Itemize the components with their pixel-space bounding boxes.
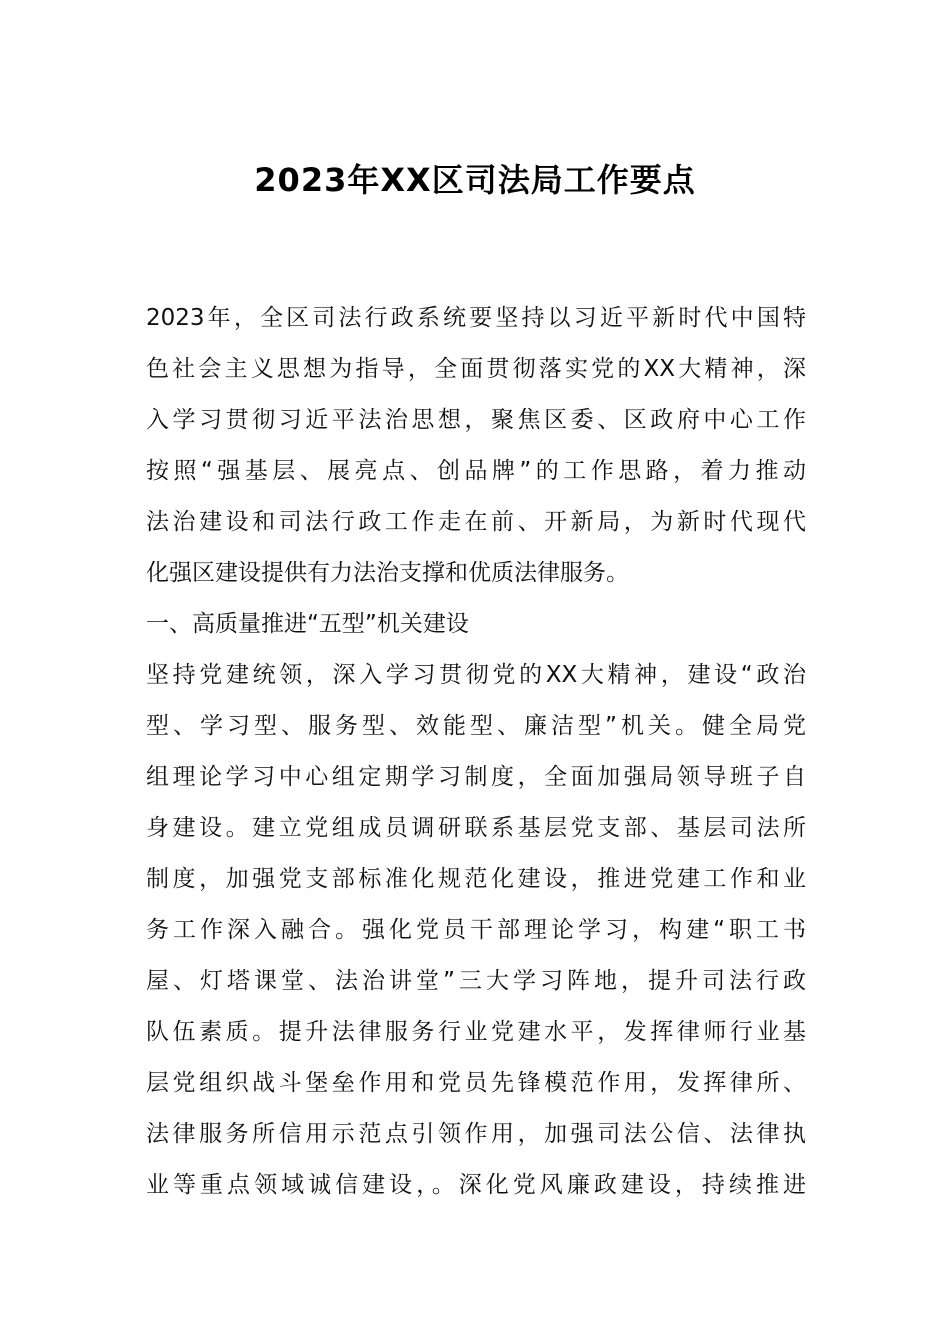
text-line: 制度，加强党支部标准化规范化建设，推进党建工作和业: [146, 866, 806, 892]
text-line: 法律服务所信用示范点引领作用，加强司法公信、法律执: [146, 1121, 806, 1147]
document-title: 2023年XX区司法局工作要点: [254, 161, 696, 199]
text-line: 业等重点领域诚信建设，。深化党风廉政建设，持续推进: [146, 1172, 806, 1198]
text-line: 务工作深入融合。强化党员干部理论学习，构建“职工书: [146, 917, 806, 943]
text-line: 法治建设和司法行政工作走在前、开新局，为新时代现代: [146, 509, 806, 535]
text-line: 屋、灯塔课堂、法治讲堂”三大学习阵地，提升司法行政: [146, 968, 806, 994]
section-heading: 一、高质量推进“五型”机关建设: [146, 611, 469, 637]
text-line: 组理论学习中心组定期学习制度，全面加强局领导班子自: [146, 764, 806, 790]
text-line: 队伍素质。提升法律服务行业党建水平，发挥律师行业基: [146, 1019, 806, 1045]
text-line: 2023年，全区司法行政系统要坚持以习近平新时代中国特: [146, 305, 806, 331]
text-line: 层党组织战斗堡垒作用和党员先锋模范作用，发挥律所、: [146, 1070, 806, 1096]
text-line: 化强区建设提供有力法治支撑和优质法律服务。: [146, 560, 629, 586]
text-line: 入学习贯彻习近平法治思想，聚焦区委、区政府中心工作: [146, 407, 806, 433]
text-line: 按照“强基层、展亮点、创品牌”的工作思路，着力推动: [146, 458, 806, 484]
document-body: [146, 293, 806, 1211]
text-line: 型、学习型、服务型、效能型、廉洁型”机关。健全局党: [146, 713, 806, 739]
text-line: 色社会主义思想为指导，全面贯彻落实党的XX大精神，深: [146, 356, 806, 382]
text-line: 坚持党建统领，深入学习贯彻党的XX大精神，建设“政治: [146, 662, 806, 688]
text-line: 身建设。建立党组成员调研联系基层党支部、基层司法所: [146, 815, 806, 841]
